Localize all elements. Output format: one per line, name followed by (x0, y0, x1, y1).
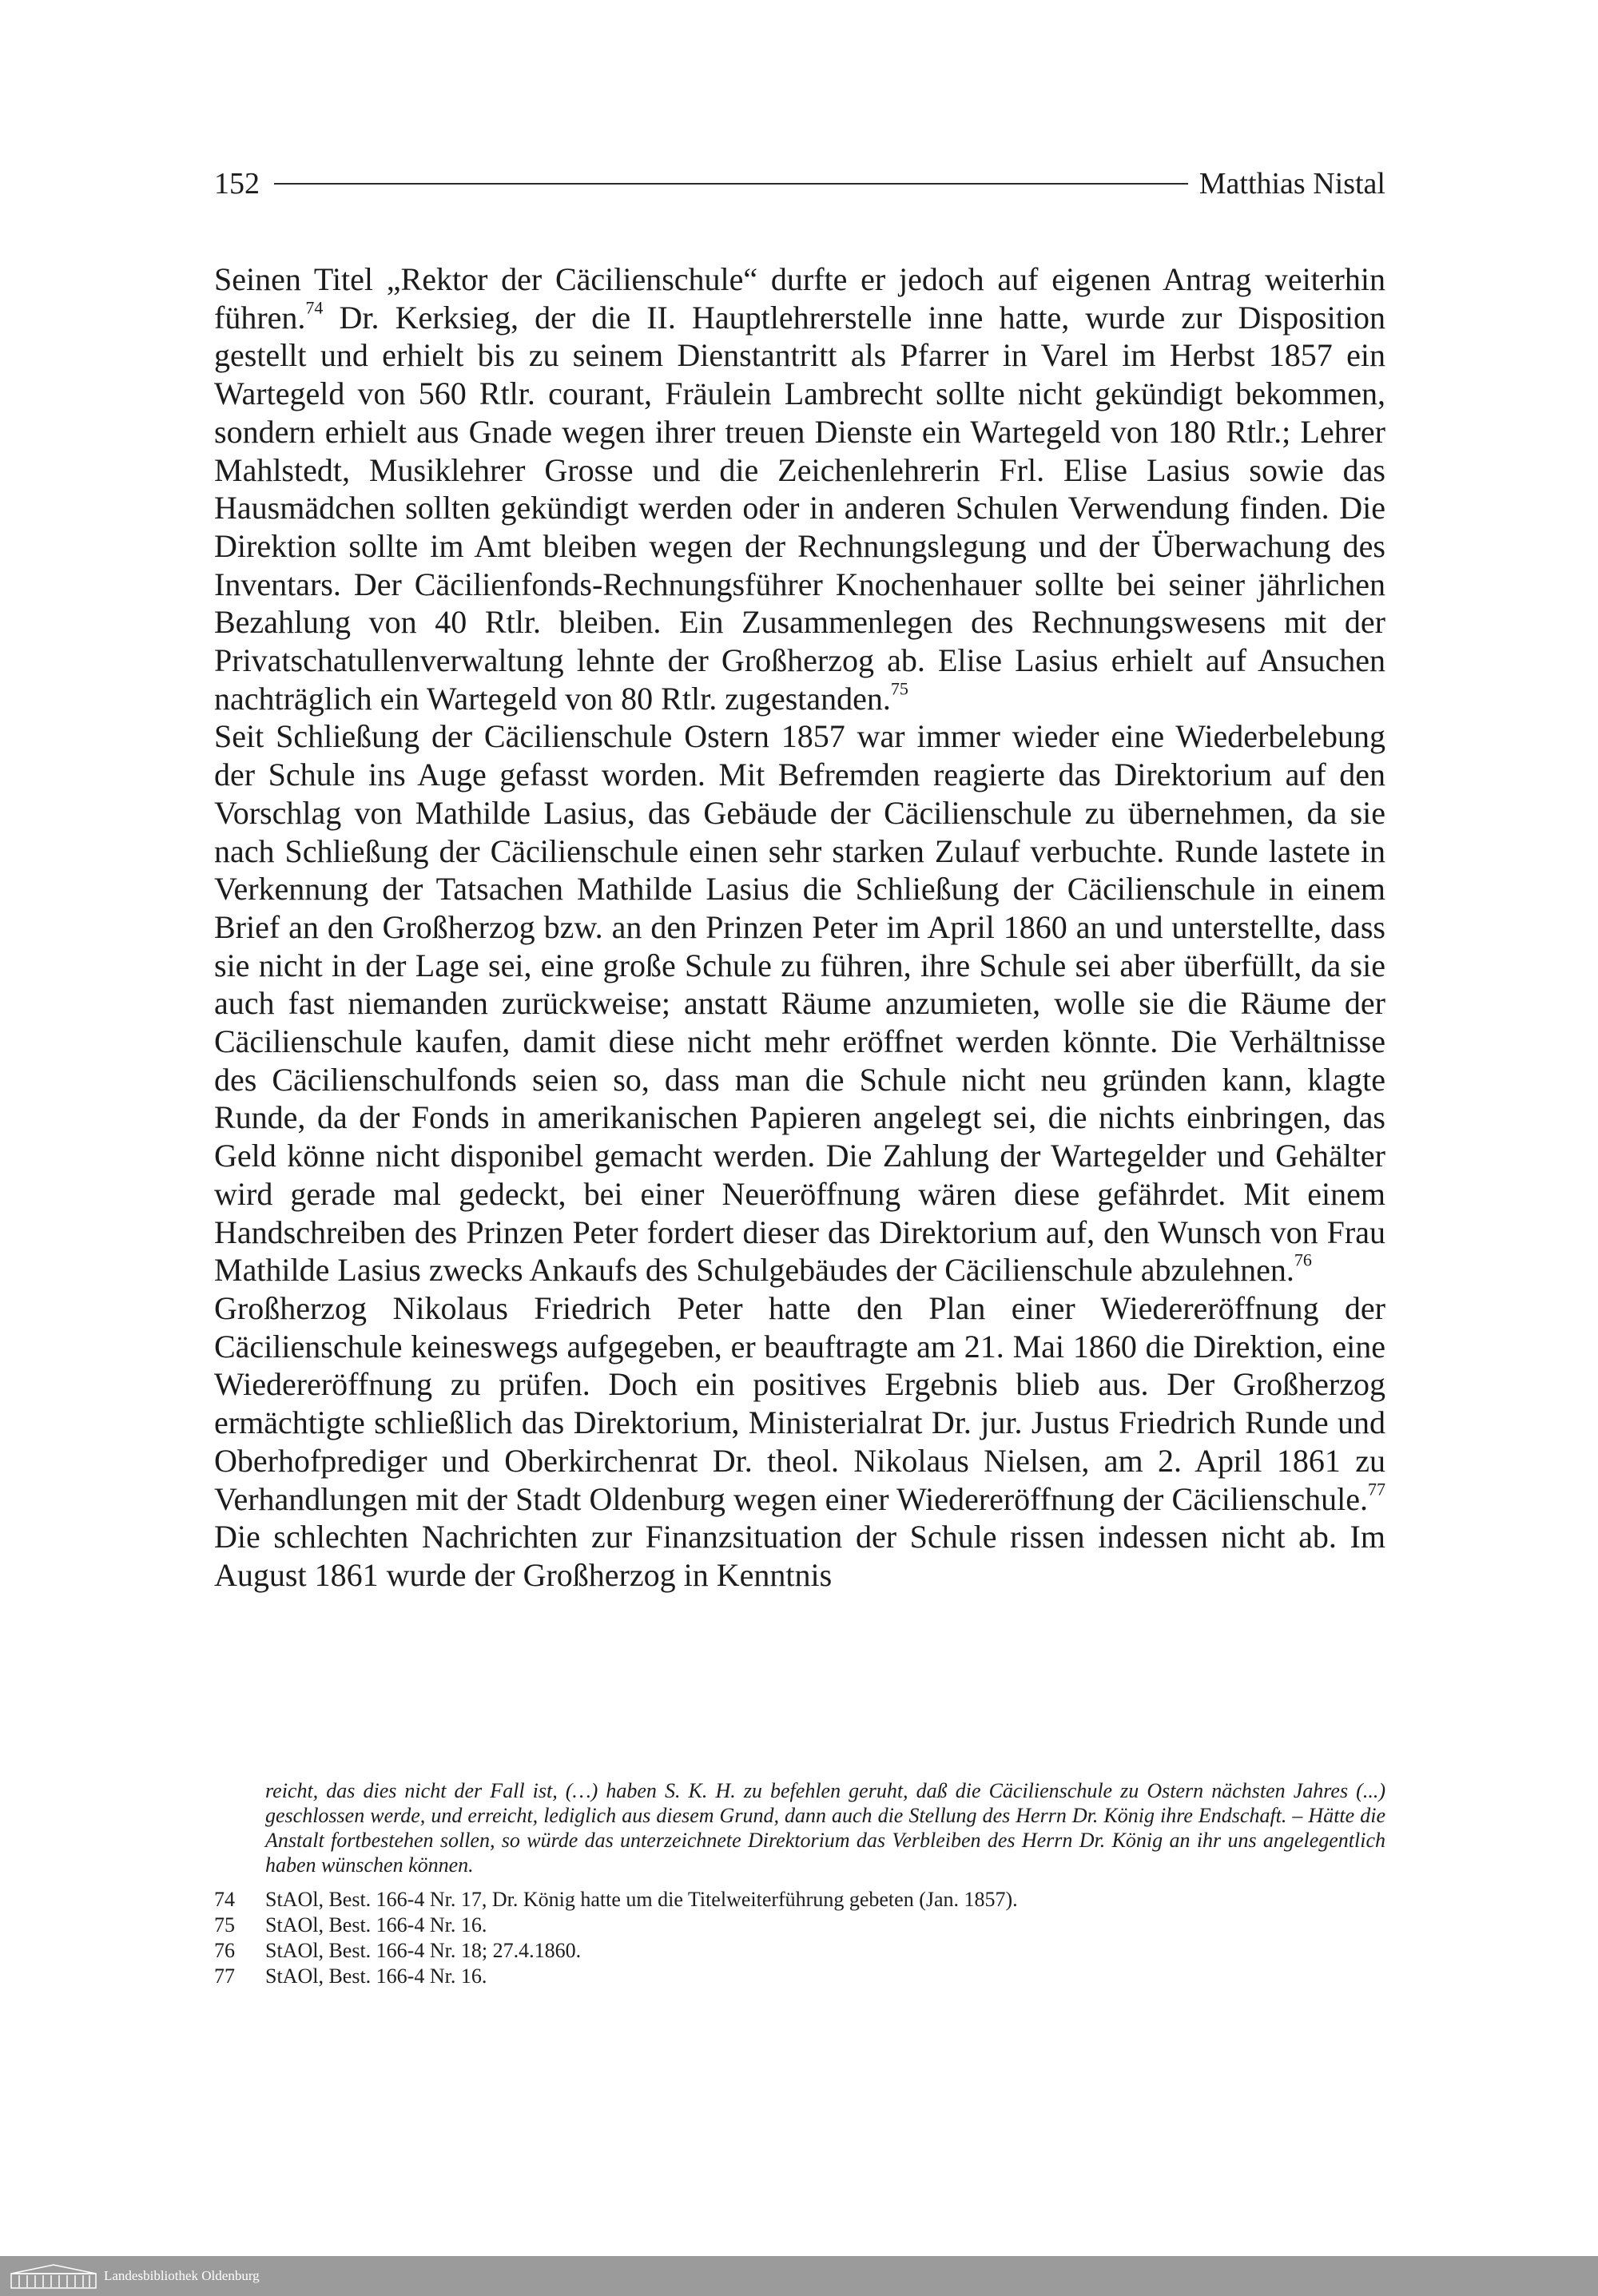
footnote-ref: 74 (305, 297, 324, 318)
footnotes (214, 1778, 1385, 1989)
footnote-text: StAOl, Best. 166-4 Nr. 16. (265, 1913, 487, 1937)
footnote (214, 1938, 1385, 1964)
footnote-number: 77 (214, 1964, 235, 1988)
paragraph: Seinen Titel „Rektor der Cäcilienschule“ durfte er jedoch auf eigenen Antrag weiterhin führen.$^{74}$ Dr. Kerksieg, der die II. Hauptlehrerstelle inne hatte, wurde zur Disposition gestellt und erhielt bis zu seinem Dienstantritt als Pfarrer in Varel im Herbst 1857 ein Wartegeld von 560 Rtlr. courant, Fräulein Lambrecht sollte nicht gekündigt bekommen, sondern erhielt aus Gnade wegen ihrer treuen Dienste ein Wartegeld von 180 Rtlr.; Lehrer Mahlstedt, Musiklehrer Grosse und die Zeichenlehrerin Frl. Elise Lasius sowie das Hausmädchen sollten gekündigt werden oder in anderen Schulen Verwendung finden. Die Direktion sollte im Amt bleiben wegen der Rechnungslegung und der Überwachung des Inventars. Der Cäcilienfonds-Rechnungsführer Knochenhauer sollte bei seiner jährlichen Bezahlung von 40 Rtlr. bleiben. Ein Zusammenlegen des Rechnungswesens mit der Privatschatullenverwaltung lehnte der Großherzog ab. Elise Lasius erhielt auf Ansuchen nachträglich ein Wartegeld von 80 Rtlr. zugestanden.$^{75}$ (214, 261, 1385, 717)
library-building-icon (10, 2262, 97, 2290)
footnote-text: StAOl, Best. 166-4 Nr. 17, Dr. König hatte um die Titelweiterführung gebeten (Jan. 1857). (265, 1888, 1018, 1911)
library-name: Landesbibliothek Oldenburg (104, 2268, 260, 2283)
header-rule (274, 183, 1188, 185)
running-head-author: Matthias Nistal (1198, 167, 1385, 201)
footnote-number: 75 (214, 1913, 235, 1937)
footnote-number: 76 (214, 1939, 235, 1962)
paragraph: Großherzog Nikolaus Friedrich Peter hatte den Plan einer Wiedereröffnung der Cäcilienschule keineswegs aufgegeben, er beauftragte am 21. Mai 1860 die Direktion, eine Wiedereröffnung zu prüfen. Doch ein positives Ergebnis blieb aus. Der Großherzog ermächtigte schließlich das Direktorium, Ministerialrat Dr. jur. Justus Friedrich Runde und Oberhofprediger und Oberkirchenrat Dr. theol. Nikolaus Nielsen, am 2. April 1861 zu Verhandlungen mit der Stadt Oldenburg wegen einer Wiedereröffnung der Cäcilienschule.$^{77}$ Die schlechten Nachrichten zur Finanzsituation der Schule rissen indessen nicht ab. Im August 1861 wurde der Großherzog in Kenntnis (214, 1289, 1385, 1593)
footnote-continuation: reicht, das dies nicht der Fall ist, (…) haben S. K. H. zu befehlen geruht, daß die Cäcilienschule zu Ostern nächsten Jahres (...) geschlossen werde, und erreicht, lediglich aus diesem Grund, dann auch die Stellung des Herrn Dr. König ihre Endschaft. – Hätte die Anstalt fortbestehen sollen, so würde das unterzeichnete Direktorium das Verbleiben des Herrn Dr. König an ihr uns angelegentlich haben wünschen können. (265, 1779, 1385, 1877)
main-text (214, 260, 1385, 1595)
footnote-ref: 76 (1294, 1249, 1312, 1270)
footnote (214, 1964, 1385, 1989)
footnote-ref: 77 (1368, 1478, 1385, 1499)
footnote-ref: 75 (890, 678, 908, 699)
library-footer (0, 2256, 1598, 2296)
footnote (214, 1887, 1385, 1913)
page-number: 152 (214, 167, 260, 201)
footnote-text: StAOl, Best. 166-4 Nr. 16. (265, 1964, 487, 1988)
paragraph: Seit Schließung der Cäcilienschule Ostern 1857 war immer wieder eine Wiederbelebung der Schule ins Auge gefasst worden. Mit Befremden reagierte das Direktorium auf den Vorschlag von Mathilde Lasius, das Gebäude der Cäcilienschule zu übernehmen, da sie nach Schließung der Cäcilienschule einen sehr starken Zulauf verbuchte. Runde lastete in Verkennung der Tatsachen Mathilde Lasius die Schließung der Cäcilienschule in einem Brief an den Großherzog bzw. an den Prinzen Peter im April 1860 an und unterstellte, dass sie nicht in der Lage sei, eine große Schule zu führen, ihre Schule sei aber überfüllt, da sie auch fast niemanden zurückweise; anstatt Räume anzumieten, wolle sie die Räume der Cäcilienschule kaufen, damit diese nicht mehr eröffnet werden könnte. Die Verhältnisse des Cäcilienschulfonds seien so, dass man die Schule nicht neu gründen kann, klagte Runde, da der Fonds in amerikanischen Papieren angelegt sei, die nichts einbringen, das Geld könne nicht disponibel gemacht werden. Die Zahlung der Wartegelder und Gehälter wird gerade mal gedeckt, bei einer Neueröffnung wären diese gefährdet. Mit einem Handschreiben des Prinzen Peter fordert dieser das Direktorium auf, den Wunsch von Frau Mathilde Lasius zwecks Ankaufs des Schulgebäudes der Cäcilienschule abzulehnen.$^{76}$ (214, 718, 1385, 1289)
footnote-number: 74 (214, 1888, 235, 1911)
page-header (214, 161, 1385, 206)
footnote-text: StAOl, Best. 166-4 Nr. 18; 27.4.1860. (265, 1939, 582, 1962)
footnote (214, 1913, 1385, 1938)
